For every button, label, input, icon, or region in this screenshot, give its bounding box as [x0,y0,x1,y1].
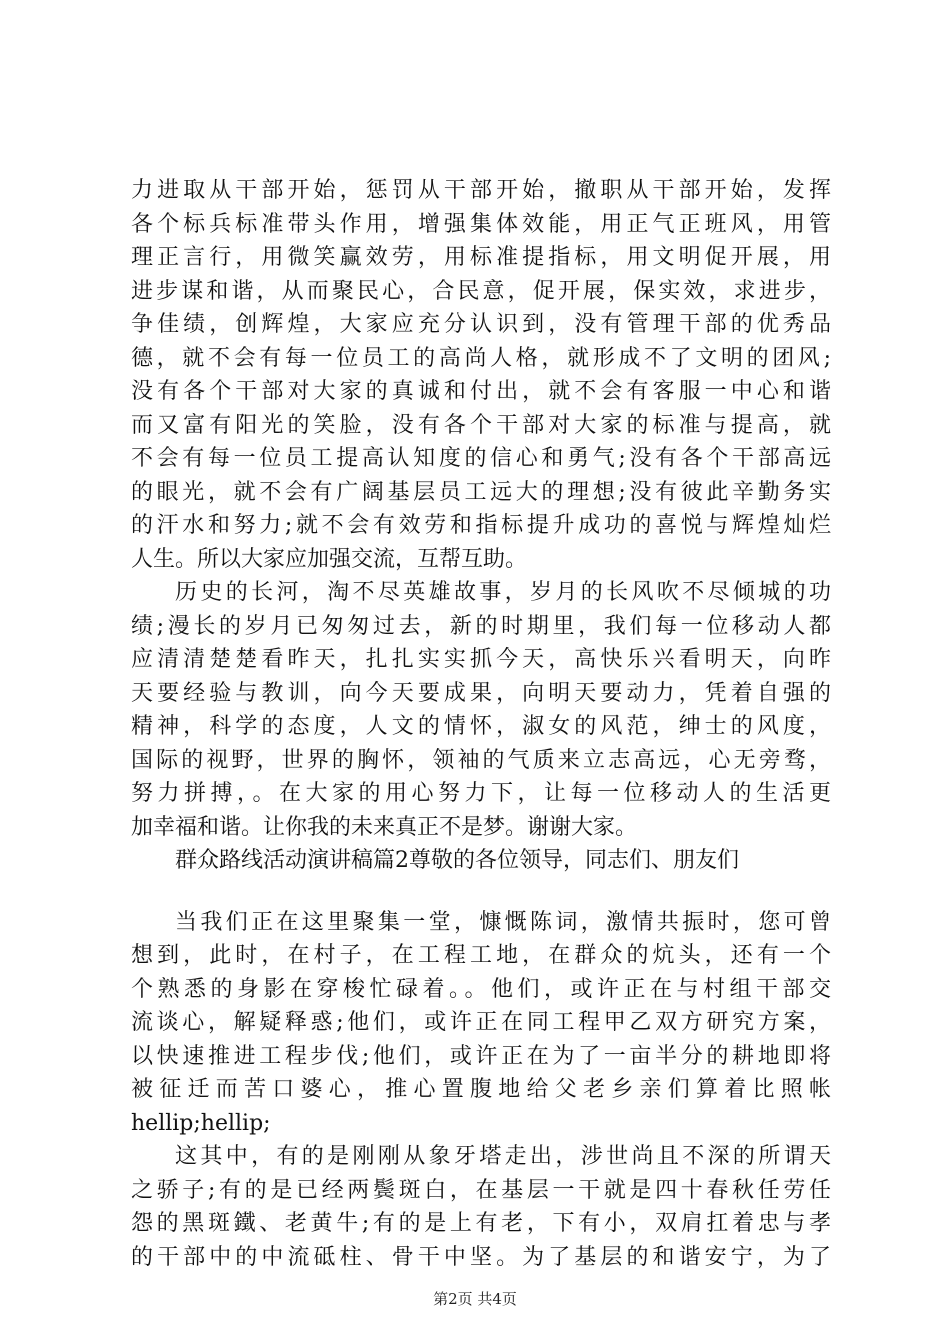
text-line: 天要经验与教训，向今天要成果，向明天要动力，凭着自强的 [131,680,831,706]
document-body [131,174,831,1274]
text-line: 各个标兵标准带头作用，增强集体效能，用正气正班风，用管 [131,211,831,237]
text-line: 应清清楚楚看昨天，扎扎实实抓今天，高快乐兴看明天，向昨 [131,647,831,672]
text-line: 之骄子;有的是已经两鬓斑白，在基层一干就是四十春秋任劳任 [131,1177,831,1203]
text-line: 被征迁而苦口婆心，推心置腹地给父老乡亲们算着比照帐 [131,1077,831,1102]
text-line: 的眼光，就不会有广阔基层员工远大的理想;没有彼此辛勤务实 [131,479,831,505]
text-line: 流谈心，解疑释惑;他们，或许正在同工程甲乙双方研究方案， [131,1010,831,1035]
text-line: 力进取从干部开始，惩罚从干部开始，撤职从干部开始，发挥 [131,178,831,203]
page-number-footer: 第2页 共4页 [433,1290,517,1308]
blank-line [131,878,831,906]
text-line: 的干部中的中流砥柱、骨干中坚。为了基层的和谐安宁，为了 [131,1244,831,1270]
text-line: 努力拼搏，。在大家的用心努力下，让每一位移动人的生活更 [131,781,831,806]
text-line: 个熟悉的身影在穿梭忙碌着。。他们，或许正在与村组干部交 [131,976,831,1002]
text-line: 德，就不会有每一位员工的高尚人格，就形成不了文明的团风; [131,345,831,371]
paragraph-first-line: 这其中，有的是刚刚从象牙塔走出，涉世尚且不深的所谓天 [175,1144,831,1169]
text-line: 没有各个干部对大家的真诚和付出，就不会有客服一中心和谐 [131,379,831,404]
text-line: 怨的黑斑鐵、老黄牛;有的是上有老，下有小，双肩扛着忠与孝 [131,1211,831,1236]
text-line: 国际的视野，世界的胸怀，领袖的气质来立志高远，心无旁骛， [131,747,831,773]
text-line: 想到，此时，在村子，在工程工地，在群众的炕头，还有一个 [131,943,831,968]
text-line: 精神，科学的态度，人文的情怀，淑女的风范，绅士的风度， [131,714,831,739]
text-line: 加幸福和谐。让你我的未来真正不是梦。谢谢大家。 [131,814,638,840]
paragraph-first-line: 当我们正在这里聚集一堂，慷慨陈词，激情共振时，您可曾 [175,909,831,935]
text-line: 而又富有阳光的笑脸，没有各个干部对大家的标准与提高，就 [131,412,831,438]
text-line: hellip;hellip; [131,1110,271,1136]
text-line: 绩;漫长的岁月已匆匆过去，新的时期里，我们每一位移动人都 [131,613,831,639]
paragraph-first-line: 历史的长河，淘不尽英雄故事，岁月的长风吹不尽倾城的功 [175,580,831,605]
text-line: 不会有每一位员工提高认知度的信心和勇气;没有各个干部高远 [131,446,831,471]
text-line: 理正言行，用微笑赢效劳，用标准提指标，用文明促开展，用 [131,245,831,270]
text-line: 进步谋和谐，从而聚民心，合民意，促开展，保实效，求进步， [131,278,831,304]
text-line: 以快速推进工程步伐;他们，或许正在为了一亩半分的耕地即将 [131,1043,831,1069]
text-line: 争佳绩，创辉煌，大家应充分认识到，没有管理干部的优秀品 [131,312,831,337]
section-heading-line: 群众路线活动演讲稿篇2尊敬的各位领导，同志们、朋友们 [175,848,739,873]
text-line: 的汗水和努力;就不会有效劳和指标提升成功的喜悦与辉煌灿烂 [131,513,831,538]
text-line: 人生。所以大家应加强交流，互帮互助。 [131,546,528,572]
